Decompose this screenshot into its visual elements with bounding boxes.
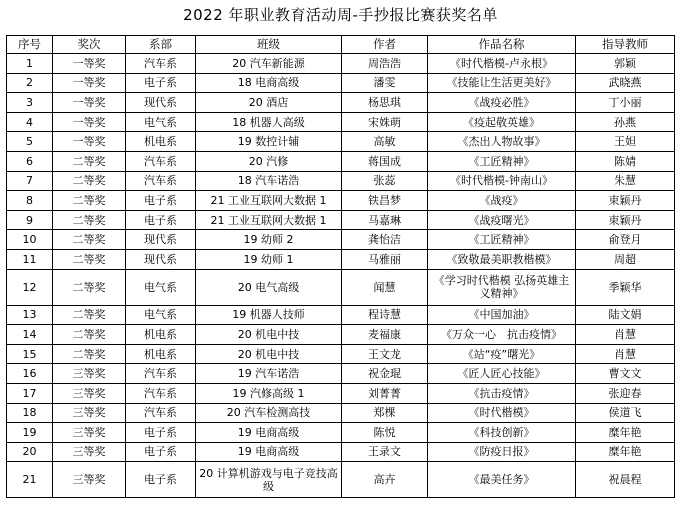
table-row <box>7 73 675 93</box>
cell-work-title: 《科技创新》 <box>428 423 576 443</box>
cell-seq: 9 <box>7 210 53 230</box>
cell-work-title: 《战疫》 <box>428 191 576 211</box>
cell-author: 张蕊 <box>342 171 428 191</box>
cell-award: 一等奖 <box>53 54 126 74</box>
table-row <box>7 93 675 113</box>
cell-work-title: 《中国加油》 <box>428 305 576 325</box>
table-row <box>7 423 675 443</box>
cell-award: 二等奖 <box>53 210 126 230</box>
cell-seq: 8 <box>7 191 53 211</box>
cell-seq: 2 <box>7 73 53 93</box>
column-header-award: 奖次 <box>53 36 126 54</box>
cell-advisor: 束颖丹 <box>576 191 675 211</box>
column-header-class: 班级 <box>196 36 342 54</box>
cell-author: 宋姝萌 <box>342 112 428 132</box>
cell-author: 蒋国成 <box>342 151 428 171</box>
table-row <box>7 54 675 74</box>
cell-work-title: 《匠人匠心技能》 <box>428 364 576 384</box>
cell-award: 三等奖 <box>53 442 126 462</box>
cell-award: 二等奖 <box>53 344 126 364</box>
document-title: 2022 年职业教育活动周-手抄报比赛获奖名单 <box>183 6 498 24</box>
column-header-advisor: 指导教师 <box>576 36 675 54</box>
cell-department: 汽车系 <box>126 383 196 403</box>
cell-class: 19 幼师 2 <box>196 230 342 250</box>
cell-author: 郑棵 <box>342 403 428 423</box>
cell-department: 机电系 <box>126 325 196 345</box>
table-row <box>7 249 675 269</box>
cell-work-title: 《战疫曙光》 <box>428 210 576 230</box>
cell-class: 19 幼师 1 <box>196 249 342 269</box>
cell-work-title: 《抗击疫情》 <box>428 383 576 403</box>
cell-advisor: 张迎春 <box>576 383 675 403</box>
table-body <box>7 54 675 498</box>
table-row <box>7 210 675 230</box>
cell-department: 机电系 <box>126 344 196 364</box>
cell-work-title: 《时代楷模-钟南山》 <box>428 171 576 191</box>
cell-award: 一等奖 <box>53 93 126 113</box>
cell-work-title: 《防疫日报》 <box>428 442 576 462</box>
cell-author: 闻慧 <box>342 269 428 305</box>
cell-advisor: 俞登月 <box>576 230 675 250</box>
cell-seq: 13 <box>7 305 53 325</box>
cell-advisor: 侯道飞 <box>576 403 675 423</box>
cell-department: 汽车系 <box>126 151 196 171</box>
table-row <box>7 364 675 384</box>
cell-award: 一等奖 <box>53 132 126 152</box>
cell-department: 汽车系 <box>126 54 196 74</box>
cell-work-title: 《工匠精神》 <box>428 230 576 250</box>
cell-author: 杨思琪 <box>342 93 428 113</box>
cell-seq: 18 <box>7 403 53 423</box>
column-header-work-title: 作品名称 <box>428 36 576 54</box>
table-row <box>7 383 675 403</box>
cell-seq: 21 <box>7 462 53 498</box>
table-row <box>7 403 675 423</box>
cell-advisor: 束颖丹 <box>576 210 675 230</box>
cell-award: 二等奖 <box>53 191 126 211</box>
cell-department: 机电系 <box>126 132 196 152</box>
cell-class: 19 电商高级 <box>196 442 342 462</box>
cell-advisor: 曹文文 <box>576 364 675 384</box>
cell-author: 王录文 <box>342 442 428 462</box>
cell-class: 20 电气高级 <box>196 269 342 305</box>
cell-department: 电子系 <box>126 423 196 443</box>
cell-seq: 5 <box>7 132 53 152</box>
table-row <box>7 171 675 191</box>
cell-advisor: 季颖华 <box>576 269 675 305</box>
cell-award: 三等奖 <box>53 423 126 443</box>
cell-seq: 12 <box>7 269 53 305</box>
cell-advisor: 肖慧 <box>576 325 675 345</box>
cell-class: 20 汽车新能源 <box>196 54 342 74</box>
cell-author: 王文龙 <box>342 344 428 364</box>
cell-class: 19 电商高级 <box>196 423 342 443</box>
cell-award: 三等奖 <box>53 403 126 423</box>
cell-author: 祝金琨 <box>342 364 428 384</box>
cell-seq: 4 <box>7 112 53 132</box>
cell-award: 二等奖 <box>53 230 126 250</box>
cell-author: 陈悦 <box>342 423 428 443</box>
cell-author: 潘雯 <box>342 73 428 93</box>
cell-class: 21 工业互联网大数据 1 <box>196 191 342 211</box>
cell-author: 麦福康 <box>342 325 428 345</box>
cell-class: 20 酒店 <box>196 93 342 113</box>
cell-seq: 10 <box>7 230 53 250</box>
table-row <box>7 462 675 498</box>
cell-author: 高敏 <box>342 132 428 152</box>
cell-award: 一等奖 <box>53 112 126 132</box>
cell-seq: 19 <box>7 423 53 443</box>
cell-department: 现代系 <box>126 93 196 113</box>
cell-work-title: 《致敬最美职教楷模》 <box>428 249 576 269</box>
cell-department: 汽车系 <box>126 171 196 191</box>
cell-class: 19 数控计辅 <box>196 132 342 152</box>
cell-seq: 14 <box>7 325 53 345</box>
cell-author: 刘菁菁 <box>342 383 428 403</box>
cell-advisor: 陆文娟 <box>576 305 675 325</box>
table-row <box>7 230 675 250</box>
cell-author: 程诗慧 <box>342 305 428 325</box>
cell-class: 20 机电中技 <box>196 325 342 345</box>
column-header-seq: 序号 <box>7 36 53 54</box>
cell-seq: 1 <box>7 54 53 74</box>
table-row <box>7 132 675 152</box>
column-header-author: 作者 <box>342 36 428 54</box>
cell-work-title: 《工匠精神》 <box>428 151 576 171</box>
cell-advisor: 周超 <box>576 249 675 269</box>
cell-advisor: 糜年艳 <box>576 423 675 443</box>
table-row <box>7 344 675 364</box>
cell-author: 龚怡洁 <box>342 230 428 250</box>
table-row <box>7 151 675 171</box>
cell-department: 现代系 <box>126 230 196 250</box>
awards-table <box>6 35 675 498</box>
cell-class: 19 机器人技师 <box>196 305 342 325</box>
table-row <box>7 305 675 325</box>
cell-author: 马雅丽 <box>342 249 428 269</box>
cell-seq: 16 <box>7 364 53 384</box>
cell-work-title: 《学习时代楷模 弘扬英雄主义精神》 <box>428 269 576 305</box>
cell-author: 铁昌梦 <box>342 191 428 211</box>
cell-class: 20 计算机游戏与电子竞技高级 <box>196 462 342 498</box>
cell-class: 20 机电中技 <box>196 344 342 364</box>
cell-department: 电子系 <box>126 210 196 230</box>
cell-work-title: 《技能让生活更美好》 <box>428 73 576 93</box>
cell-award: 二等奖 <box>53 171 126 191</box>
cell-department: 电子系 <box>126 191 196 211</box>
cell-seq: 6 <box>7 151 53 171</box>
cell-department: 电子系 <box>126 442 196 462</box>
cell-advisor: 祝晨程 <box>576 462 675 498</box>
cell-award: 二等奖 <box>53 151 126 171</box>
cell-class: 21 工业互联网大数据 1 <box>196 210 342 230</box>
cell-department: 汽车系 <box>126 403 196 423</box>
cell-department: 电子系 <box>126 462 196 498</box>
cell-class: 20 汽车检测高技 <box>196 403 342 423</box>
cell-department: 电气系 <box>126 269 196 305</box>
cell-work-title: 《杰出人物故事》 <box>428 132 576 152</box>
table-row <box>7 191 675 211</box>
cell-work-title: 《站“疫”曙光》 <box>428 344 576 364</box>
cell-award: 二等奖 <box>53 269 126 305</box>
cell-author: 马嘉琳 <box>342 210 428 230</box>
cell-department: 电气系 <box>126 305 196 325</box>
cell-department: 电气系 <box>126 112 196 132</box>
cell-work-title: 《时代楷模-卢永根》 <box>428 54 576 74</box>
cell-class: 18 汽车诺浩 <box>196 171 342 191</box>
cell-seq: 11 <box>7 249 53 269</box>
cell-department: 现代系 <box>126 249 196 269</box>
column-header-department: 系部 <box>126 36 196 54</box>
cell-seq: 7 <box>7 171 53 191</box>
cell-advisor: 丁小丽 <box>576 93 675 113</box>
cell-award: 二等奖 <box>53 249 126 269</box>
cell-class: 19 汽车诺浩 <box>196 364 342 384</box>
cell-author: 高卉 <box>342 462 428 498</box>
cell-class: 18 机器人高级 <box>196 112 342 132</box>
cell-department: 电子系 <box>126 73 196 93</box>
table-row <box>7 269 675 305</box>
cell-award: 三等奖 <box>53 364 126 384</box>
cell-award: 二等奖 <box>53 305 126 325</box>
cell-advisor: 武晓燕 <box>576 73 675 93</box>
cell-advisor: 孙燕 <box>576 112 675 132</box>
cell-advisor: 王妲 <box>576 132 675 152</box>
table-header-row <box>7 36 675 54</box>
cell-work-title: 《万众一心 抗击疫情》 <box>428 325 576 345</box>
cell-advisor: 糜年艳 <box>576 442 675 462</box>
cell-award: 三等奖 <box>53 383 126 403</box>
table-row <box>7 112 675 132</box>
cell-work-title: 《疫起敬英雄》 <box>428 112 576 132</box>
cell-advisor: 朱慧 <box>576 171 675 191</box>
table-row <box>7 325 675 345</box>
cell-work-title: 《时代楷模》 <box>428 403 576 423</box>
cell-seq: 17 <box>7 383 53 403</box>
cell-advisor: 肖慧 <box>576 344 675 364</box>
cell-author: 周浩浩 <box>342 54 428 74</box>
cell-award: 三等奖 <box>53 462 126 498</box>
cell-class: 20 汽修 <box>196 151 342 171</box>
cell-award: 一等奖 <box>53 73 126 93</box>
cell-seq: 3 <box>7 93 53 113</box>
cell-seq: 15 <box>7 344 53 364</box>
table-row <box>7 442 675 462</box>
cell-seq: 20 <box>7 442 53 462</box>
cell-work-title: 《战疫必胜》 <box>428 93 576 113</box>
cell-class: 19 汽修高级 1 <box>196 383 342 403</box>
cell-advisor: 郭颖 <box>576 54 675 74</box>
cell-class: 18 电商高级 <box>196 73 342 93</box>
cell-award: 二等奖 <box>53 325 126 345</box>
cell-department: 汽车系 <box>126 364 196 384</box>
cell-advisor: 陈婧 <box>576 151 675 171</box>
cell-work-title: 《最美任务》 <box>428 462 576 498</box>
